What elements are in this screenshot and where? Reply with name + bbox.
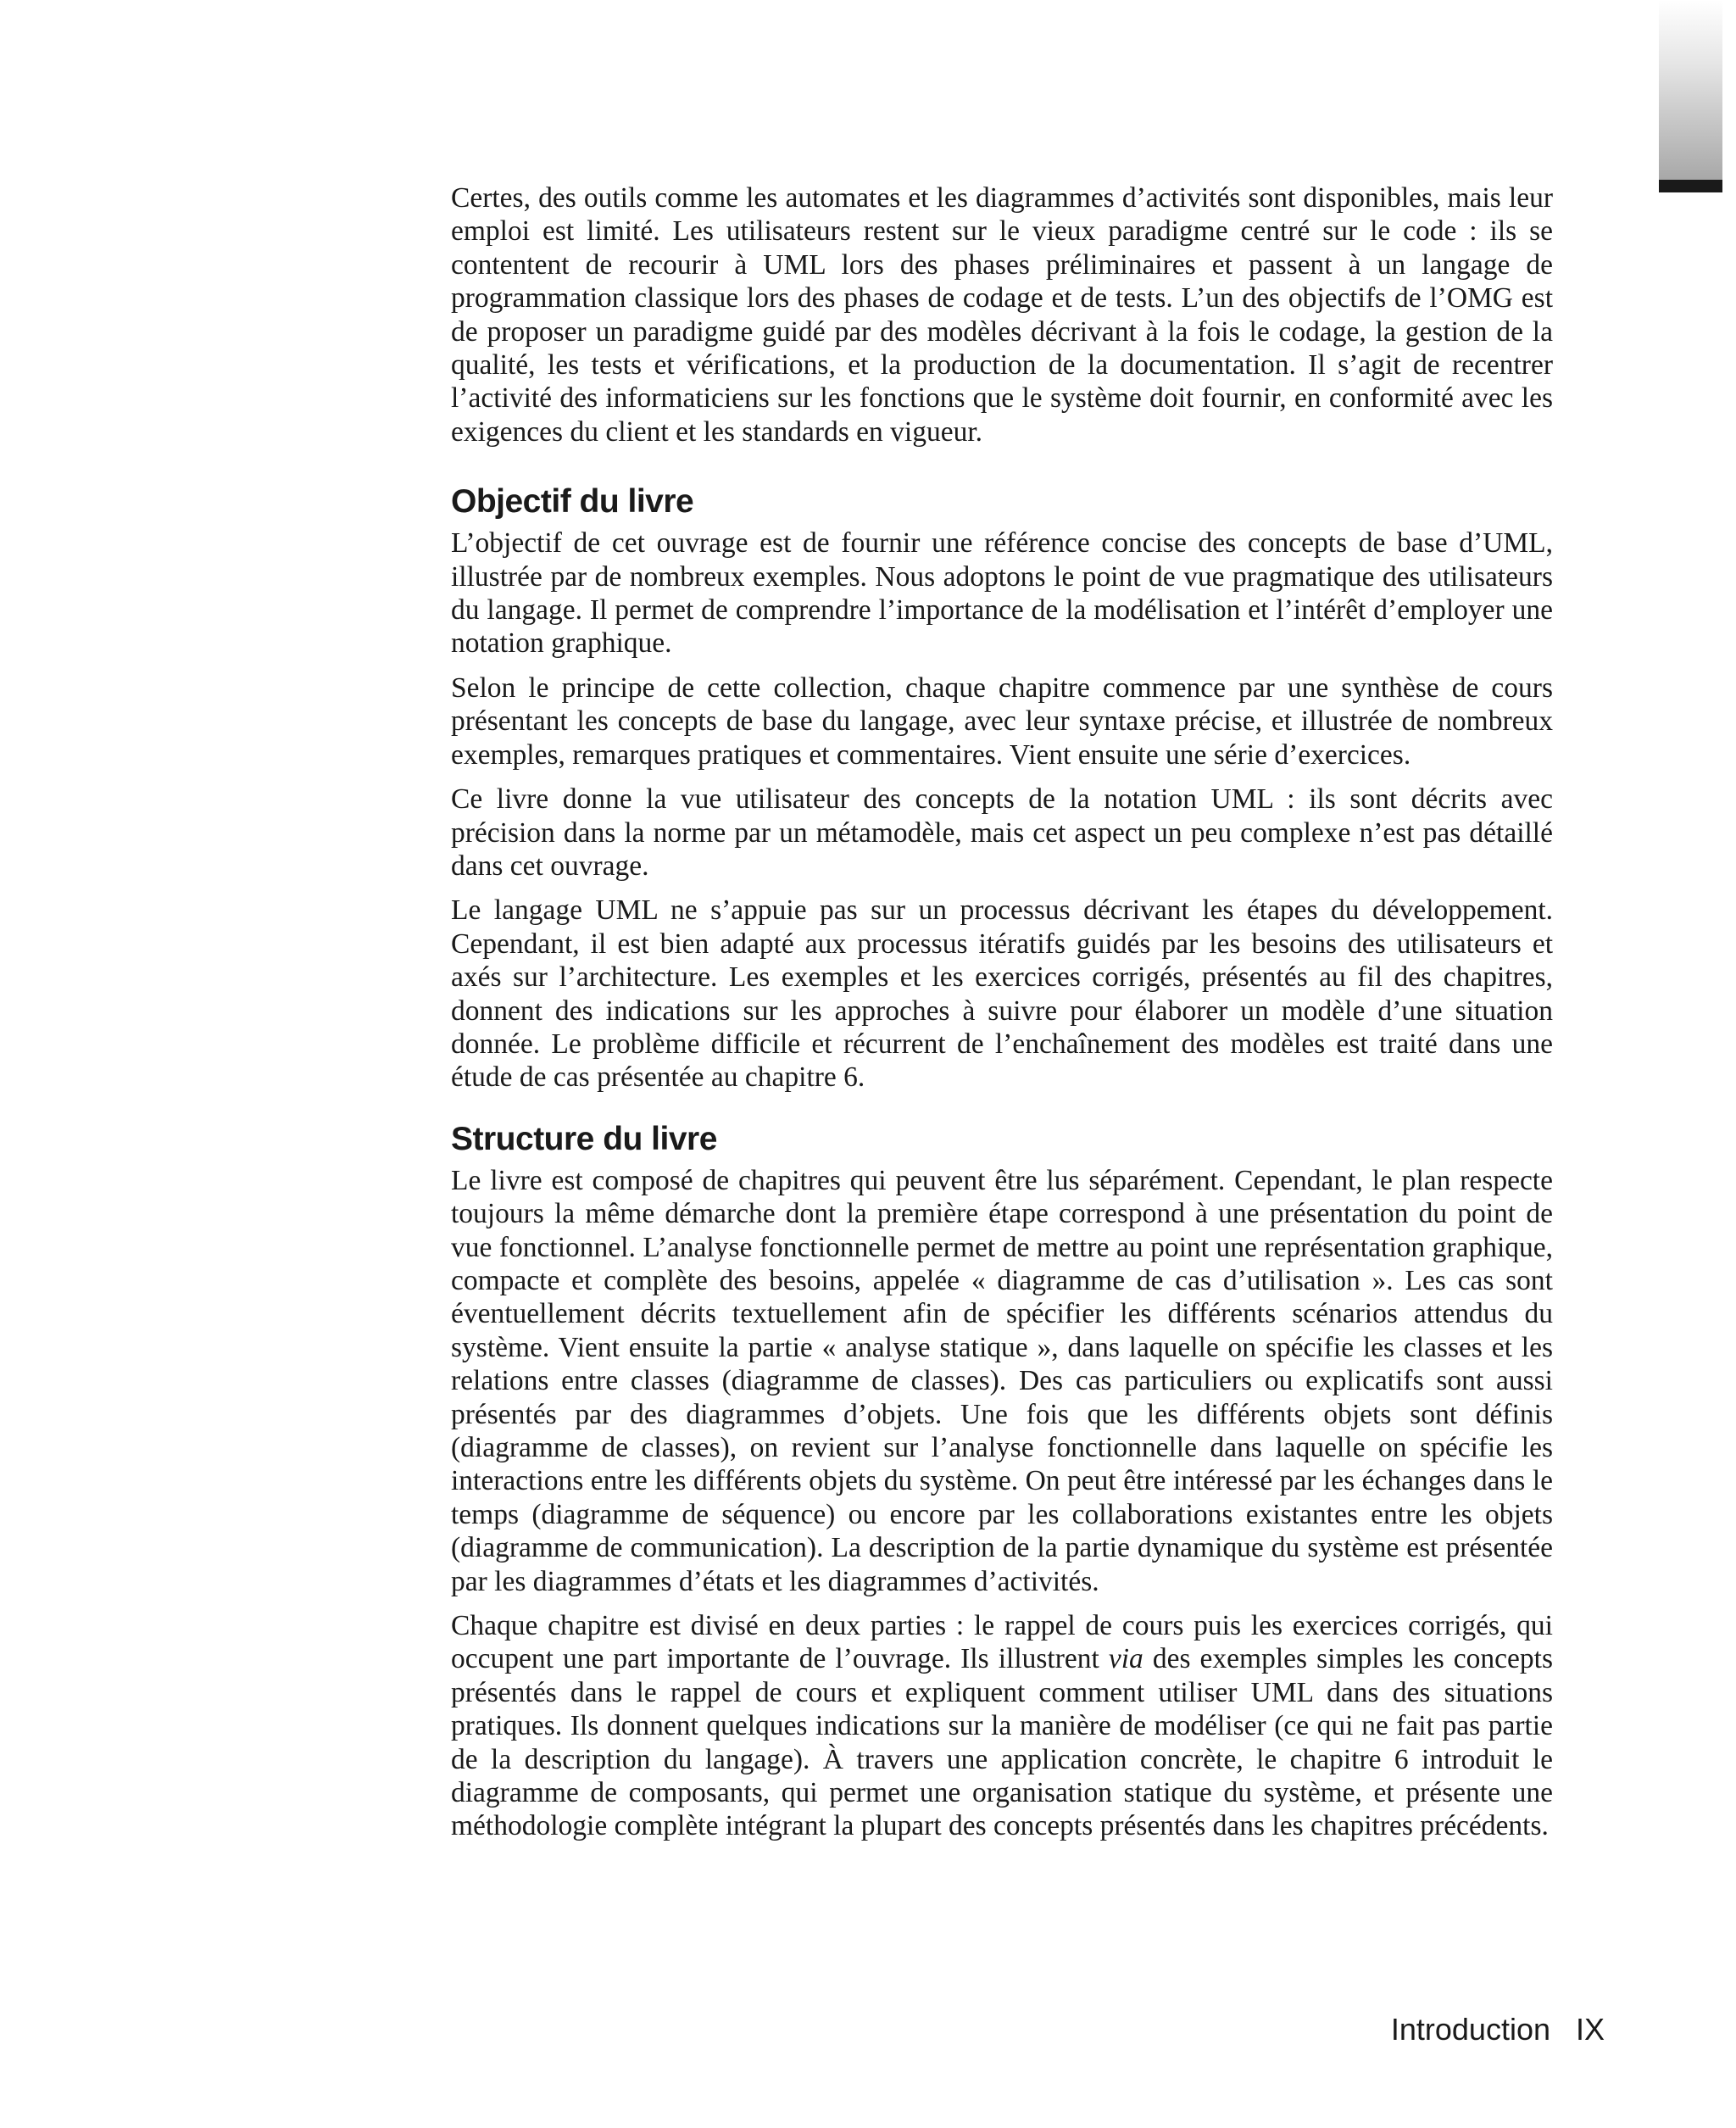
- page-number: IX: [1575, 2012, 1605, 2047]
- objectif-paragraph-3: Ce livre donne la vue utilisateur des concepts de la notation UML : ils sont décrits avec précision dans la norme par un métamodèle, mais cet aspect un peu complexe n’est pas détaillé dans cet ouvrage.: [451, 783, 1553, 882]
- structure-paragraph-2-start: Chaque chapitre est divisé en deux parties : le rappel de cours puis les exercices corrigés, qui occupent une part importante de l’ouvrage. Ils illustrent: [451, 1610, 1553, 1675]
- running-footer: [1391, 2011, 1605, 2048]
- chapter-thumb-bar: [1659, 180, 1722, 192]
- objectif-paragraph-4: Le langage UML ne s’appuie pas sur un processus décrivant les étapes du développement. Cependant, il est bien adapté aux processus itératifs guidés par les besoins des utilisateurs et axés sur l’architecture. Les exemples et les exercices corrigés, présentés au fil des chapitres, donnent des indications sur les approches à suivre pour élaborer un modèle d’une situation donnée. Le problème difficile et récurrent de l’enchaînement des modèles est traité dans une étude de cas présentée au chapitre 6.: [451, 894, 1553, 1094]
- structure-paragraph-2-end: des exemples simples les concepts présentés dans le rappel de cours et expliquent comment utiliser UML dans des situations pratiques. Ils donnent quelques indications sur la manière de modéliser (ce qui ne fait pas partie de la description du langage). À travers une application concrète, le chapitre 6 introduit le diagramme de composants, qui permet une organisation statique du système, et présente une méthodologie complète intégrant la plupart des concepts présentés dans les chapitres précédents.: [451, 1643, 1553, 1842]
- footer-section-title: Introduction: [1390, 2012, 1550, 2047]
- intro-paragraph: Certes, des outils comme les automates et les diagrammes d’activités sont disponibles, mais leur emploi est limité. Les utilisateurs restent sur le vieux paradigme centré sur le code : ils se contentent de recourir à UML lors des phases préliminaires et passent à un langage de programmation classique lors des phases de codage et de tests. L’un des objectifs de l’OMG est de proposer un paradigme guidé par des modèles décrivant à la fois le codage, la gestion de la qualité, les tests et vérifications, et la production de la documentation. Il s’agit de recentrer l’activité des informaticiens sur les fonctions que le système doit fournir, en conformité avec les exigences du client et les standards en vigueur.: [451, 182, 1553, 448]
- page-body: [451, 181, 1553, 1843]
- objectif-heading: Objectif du livre: [451, 483, 694, 521]
- structure-heading: Structure du livre: [451, 1120, 717, 1157]
- objectif-paragraph-1: L’objectif de cet ouvrage est de fournir une référence concise des concepts de base d’UML, illustrée par de nombreux exemples. Nous adoptons le point de vue pragmatique des utilisateurs du langage. Il permet de comprendre l’importance de la modélisation et l’intérêt d’employer une notation graphique.: [451, 527, 1553, 660]
- objectif-paragraph-2: Selon le principe de cette collection, chaque chapitre commence par une synthèse de cours présentant les concepts de base du langage, avec leur syntaxe précise, et illustrée de nombreux exemples, remarques pratiques et commentaires. Vient ensuite une série d’exercices.: [451, 671, 1553, 771]
- structure-paragraph-1: Le livre est composé de chapitres qui peuvent être lus séparément. Cependant, le plan respecte toujours la même démarche dont la première étape correspond à une présentation du point de vue fonctionnel. L’analyse fonctionnelle permet de mettre au point une représentation graphique, compacte et complète des besoins, appelée « diagramme de cas d’utilisation ». Les cas sont éventuellement décrits textuellement afin de spécifier les différents scénarios attendus du système. Vient ensuite la partie « analyse statique », dans laquelle on spécifie les classes et les relations entre classes (diagramme de classes). Des cas particuliers ou explicatifs sont aussi présentés par des diagrammes d’objets. Une fois que les différents objets sont définis (diagramme de classes), on revient sur l’analyse fonctionnelle dans laquelle on spécifie les interactions entre les différents objets du système. On peut être intéressé par les échanges dans le temps (diagramme de séquence) ou encore par les collaborations existantes entre les objets (diagramme de communication). La description de la partie dynamique du système est présentée par les diagrammes d’états et les diagrammes d’activités.: [451, 1164, 1553, 1597]
- chapter-thumb-tab: [1659, 0, 1722, 180]
- structure-paragraph-2: [451, 1609, 1553, 1843]
- italic-via: via: [1108, 1643, 1143, 1675]
